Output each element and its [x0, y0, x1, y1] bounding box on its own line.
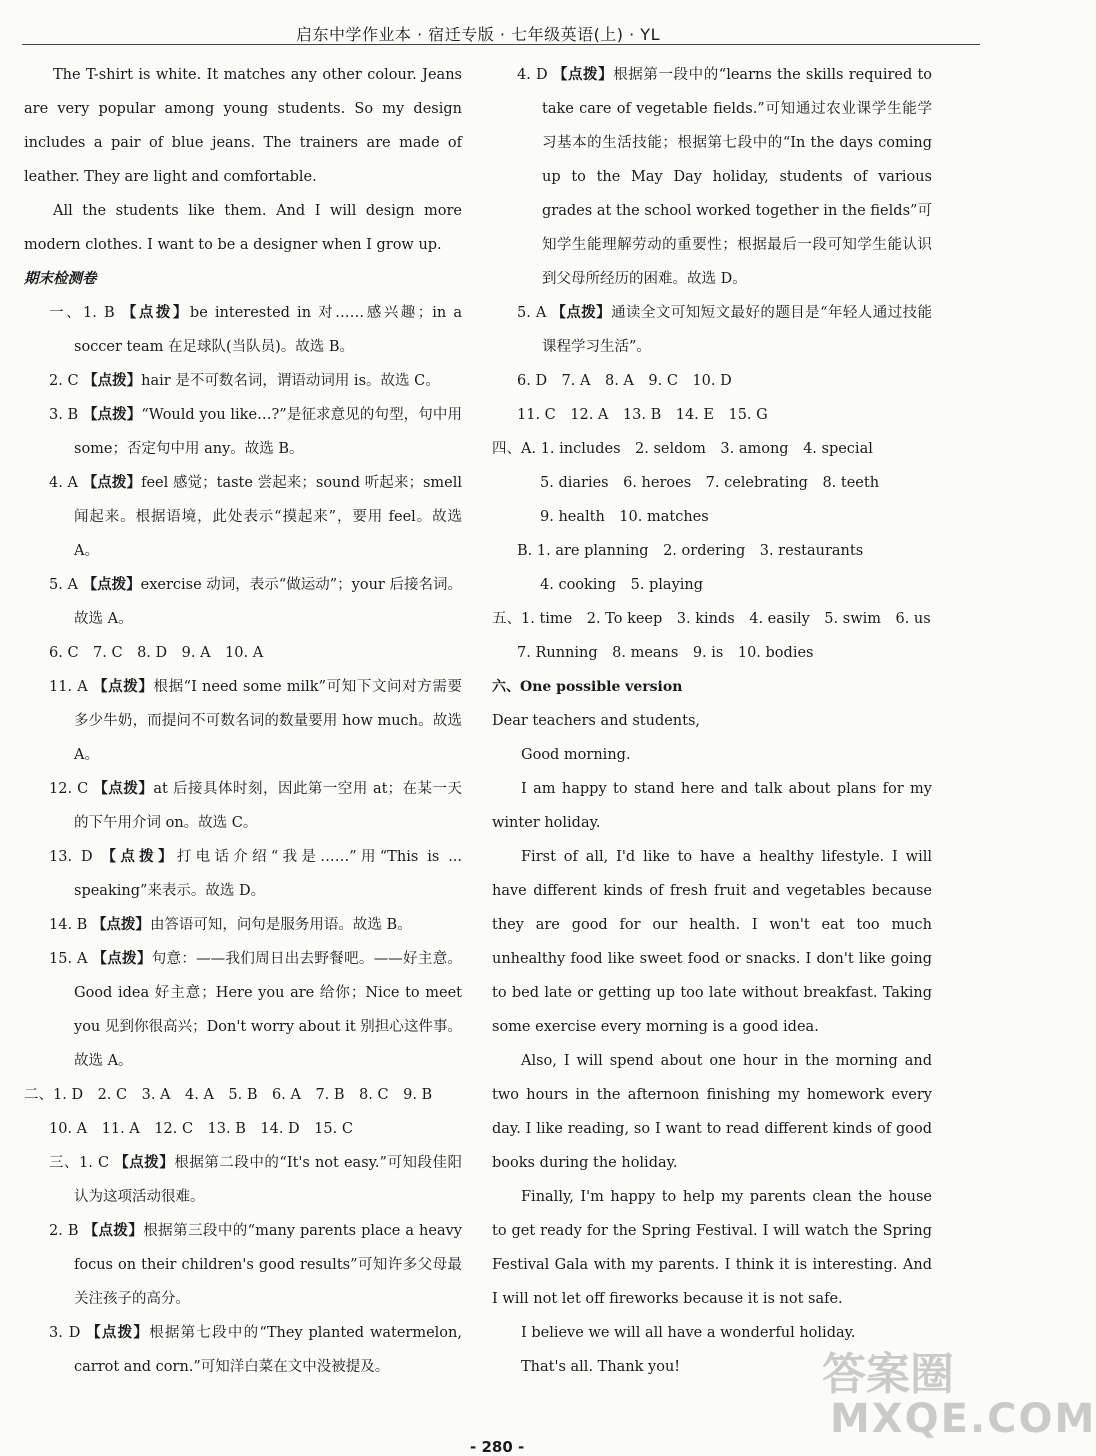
answer-item: 15. A 【点拨】句意：——我们周日出去野餐吧。——好主意。Good idea 好主意；Here you are 给你；Nice to meet you 见到你很高兴；Don't worry about it 别担心这件事。故选 A。: [49, 951, 463, 1069]
section-4a-line-3: 9. health 10. matches: [540, 509, 709, 525]
answer-item: 2. C 【点拨】hair 是不可数名词，谓语动词用 is。故选 C。: [49, 373, 440, 389]
watermark-text-cn: 答案圈: [822, 1349, 954, 1400]
section-1-items-b: [24, 670, 462, 1078]
watermark-text-url: MXQE.COM: [830, 1396, 1096, 1442]
section-4a-line-1: 四、A. 1. includes 2. seldom 3. among 4. special: [492, 441, 873, 457]
letter-greeting: Good morning.: [521, 747, 631, 763]
answer-item: 三、1. C 【点拨】根据第二段中的“It's not easy.”可知段佳阳认为这项活动很难。: [49, 1155, 463, 1205]
letter-paragraph-2: First of all, I'd like to have a healthy lifestyle. I will have different kinds of fresh fruit and vegetables because they are good for our health. I won't eat too much unhealthy food like sweet food or snacks. I don't like going to bed late or getting up too late without breakfast. Taking some exercise every morning is a good idea.: [492, 849, 932, 1035]
answer-item: 一、1. B 【点拨】be interested in 对……感兴趣；in a soccer team 在足球队(当队员)。故选 B。: [49, 305, 463, 355]
section-4a-line-2: 5. diaries 6. heroes 7. celebrating 8. teeth: [540, 475, 880, 491]
essay-paragraph-1: The T-shirt is white. It matches any other colour. Jeans are very popular among young students. So my design includes a pair of blue jeans. The trainers are made of leather. They are light and comfortable.: [24, 67, 462, 185]
answer-row-11-15-right: 11. C 12. A 13. B 14. E 15. G: [517, 407, 768, 423]
section-1-items-a: [24, 296, 462, 636]
letter-closing: That's all. Thank you!: [521, 1359, 681, 1375]
section-5-line-2: 7. Running 8. means 9. is 10. bodies: [517, 645, 814, 661]
letter-salutation: Dear teachers and students,: [492, 713, 701, 729]
essay-paragraph-2: All the students like them. And I will design more modern clothes. I want to be a designer when I grow up.: [24, 203, 462, 253]
section-4b-line-2: 4. cooking 5. playing: [540, 577, 704, 593]
answer-item: 5. A 【点拨】通读全文可知短文最好的题目是“年轻人通过技能课程学习生活”。: [517, 305, 933, 355]
answer-item: 5. A 【点拨】exercise 动词，表示“做运动”；your 后接名词。故选 A。: [49, 577, 463, 627]
section-6-title: 六、One possible version: [492, 679, 683, 695]
letter-paragraph-5: I believe we will all have a wonderful holiday.: [521, 1325, 856, 1341]
answer-row-6-10-right: 6. D 7. A 8. A 9. C 10. D: [517, 373, 732, 389]
header-rule: [22, 44, 980, 45]
section-2-row-2: 10. A 11. A 12. C 13. B 14. D 15. C: [49, 1121, 353, 1137]
answer-item: 3. D 【点拨】根据第七段中的“They planted watermelon, carrot and corn.”可知洋白菜在文中没被提及。: [49, 1325, 462, 1375]
answer-item: 4. A 【点拨】feel 感觉；taste 尝起来；sound 听起来；smell 闻起来。根据语境，此处表示“摸起来”，要用 feel。故选 A。: [49, 475, 463, 559]
letter-paragraph-3: Also, I will spend about one hour in the morning and two hours in the afternoon finishing my homework every day. I like reading, so I want to read different kinds of good books during the holiday.: [492, 1053, 932, 1171]
watermark-logo: [822, 1338, 1096, 1451]
answer-item: 2. B 【点拨】根据第三段中的“many parents place a heavy focus on their children's good results”可知许多父母最关注孩子的高分。: [49, 1223, 463, 1307]
right-column: [492, 58, 932, 1384]
answer-item: 12. C 【点拨】at 后接具体时刻，因此第一空用 at；在某一天的下午用介词 on。故选 C。: [49, 781, 462, 831]
answer-item: 3. B 【点拨】“Would you like…?”是征求意见的句型，句中用 some；否定句中用 any。故选 B。: [49, 407, 462, 457]
answer-item: 4. D 【点拨】根据第一段中的“learns the skills required to take care of vegetable fields.”可知通过农业课学生能学习基本的生活技能；根据第七段中的“In the days coming up to the May Day holiday, students of various grades at the school worked together in the fields”可知学生能理解劳动的重要性；根据最后一段可知学生能认识到父母所经历的困难。故选 D。: [517, 67, 933, 287]
section-5-line-1: 五、1. time 2. To keep 3. kinds 4. easily 5. swim 6. us: [492, 611, 931, 627]
section-2-row-1: 二、1. D 2. C 3. A 4. A 5. B 6. A 7. B 8. C 9. B: [24, 1087, 433, 1103]
section-title: 期末检测卷: [24, 271, 97, 287]
page-header: [0, 0, 1000, 44]
left-column: [24, 58, 462, 1384]
answer-item: 13. D 【点拨】打电话介绍“我是……”用“This is ... speaking”来表示。故选 D。: [49, 849, 463, 899]
answer-item: 14. B 【点拨】由答语可知，问句是服务用语。故选 B。: [49, 917, 412, 933]
page-number: - 280 -: [470, 1438, 525, 1456]
answer-item: 11. A 【点拨】根据“I need some milk”可知下文问对方需要多少牛奶，而提问不可数名词的数量要用 how much。故选 A。: [49, 679, 463, 763]
answer-row-6-10: 6. C 7. C 8. D 9. A 10. A: [49, 645, 264, 661]
section-4b-line-1: B. 1. are planning 2. ordering 3. restaurants: [517, 543, 864, 559]
letter-paragraph-4: Finally, I'm happy to help my parents clean the house to get ready for the Spring Festival. I will watch the Spring Festival Gala with my parents. I think it is interesting. And I will not let off fireworks because it is not safe.: [492, 1189, 932, 1307]
section-3-items: [24, 1146, 462, 1384]
header-title: 启东中学作业本 · 宿迁专版 · 七年级英语(上) · YL: [296, 25, 660, 44]
letter-paragraph-1: I am happy to stand here and talk about plans for my winter holiday.: [492, 781, 932, 831]
